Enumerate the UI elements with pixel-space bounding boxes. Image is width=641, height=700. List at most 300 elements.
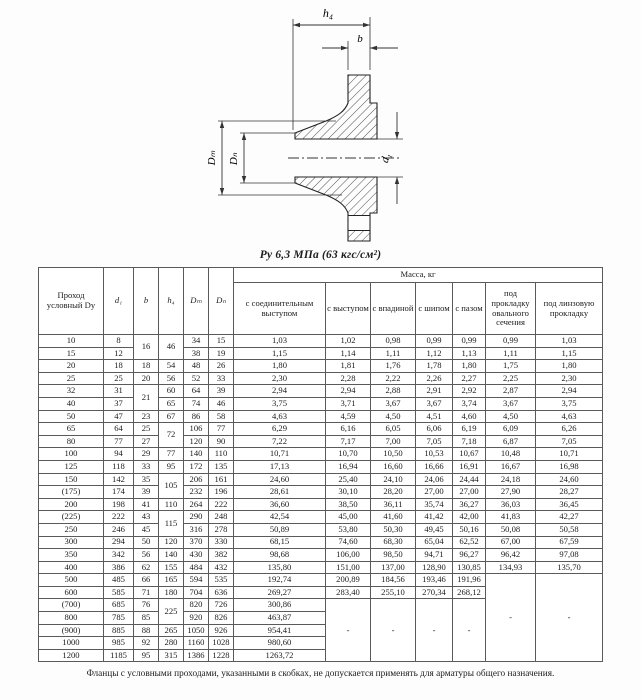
table-cell: 4,63 <box>536 410 603 423</box>
table-cell: 16,98 <box>536 460 603 473</box>
table-cell: 65,04 <box>416 536 453 549</box>
table-cell: 95 <box>134 649 159 662</box>
flange-section-top <box>295 75 377 139</box>
table-cell: 16,91 <box>453 460 486 473</box>
table-cell: 4,60 <box>453 410 486 423</box>
dim-label-b: b <box>357 33 363 45</box>
table-cell: 16,66 <box>416 460 453 473</box>
table-cell: 36,03 <box>486 498 536 511</box>
arrowhead <box>220 121 224 128</box>
table-cell: 77 <box>104 435 134 448</box>
table-cell: 222 <box>104 511 134 524</box>
table-cell: 280 <box>159 637 184 650</box>
table-cell: 21 <box>134 385 159 410</box>
table-cell: 110 <box>159 498 184 511</box>
table-cell: 130,85 <box>453 561 486 574</box>
flange-section-bottom <box>295 177 377 241</box>
table-cell: 86 <box>184 410 209 423</box>
header-row-group <box>39 268 603 283</box>
table-cell: 106 <box>184 423 209 436</box>
table-cell: 2,88 <box>371 385 416 398</box>
dim-label-d1: d₁ <box>378 151 394 165</box>
table-cell: 128,90 <box>416 561 453 574</box>
table-row <box>39 511 603 524</box>
table-cell: 1,76 <box>371 360 416 373</box>
table-cell: 67,00 <box>486 536 536 549</box>
dim-label-dm: Dₘ <box>206 150 218 166</box>
table-cell: 62 <box>134 561 159 574</box>
arrowhead <box>242 133 246 140</box>
table-cell: 1160 <box>184 637 209 650</box>
table-cell: 85 <box>134 612 159 625</box>
table-cell: 4,50 <box>486 410 536 423</box>
table-cell: 1228 <box>209 649 234 662</box>
table-row <box>39 523 603 536</box>
arrowhead <box>220 188 224 195</box>
table-cell: 165 <box>159 574 184 587</box>
table-cell: 106,00 <box>326 549 371 562</box>
table-cell: 386 <box>104 561 134 574</box>
table-cell: 4,63 <box>234 410 326 423</box>
table-cell: 77 <box>159 448 184 461</box>
bolt-hole <box>349 216 370 231</box>
column-header-h4: h₄ <box>159 268 184 335</box>
table-cell: 27,90 <box>486 486 536 499</box>
flange-drawing <box>0 0 641 248</box>
table-cell: 290 <box>184 511 209 524</box>
table-cell: 330 <box>209 536 234 549</box>
table-cell: 95 <box>159 460 184 473</box>
table-cell: 1,03 <box>536 335 603 348</box>
table-cell: 265 <box>159 624 184 637</box>
table-cell: 16,94 <box>326 460 371 473</box>
table-cell: 2,94 <box>326 385 371 398</box>
table-cell: 225 <box>159 599 184 624</box>
table-cell: 125 <box>39 460 104 473</box>
table-cell: 10,70 <box>326 448 371 461</box>
table-cell: 2,91 <box>416 385 453 398</box>
arrowhead <box>293 23 300 27</box>
table-cell: 65 <box>39 423 104 436</box>
table-cell: 3,67 <box>371 397 416 410</box>
table-cell: 118 <box>104 460 134 473</box>
table-cell: 18 <box>104 360 134 373</box>
table-cell: 3,75 <box>536 397 603 410</box>
table-cell: 6,09 <box>486 423 536 436</box>
table-cell: 7,22 <box>234 435 326 448</box>
table-cell: 1028 <box>209 637 234 650</box>
table-cell: 88 <box>134 624 159 637</box>
table-cell: 10,53 <box>416 448 453 461</box>
table-cell: 150 <box>39 473 104 486</box>
table-cell: 56 <box>159 372 184 385</box>
table-cell: 826 <box>209 612 234 625</box>
table-cell: 7,18 <box>453 435 486 448</box>
column-header-dm: Dₘ <box>184 268 209 335</box>
table-cell: 39 <box>134 486 159 499</box>
table-cell: 685 <box>104 599 134 612</box>
table-cell: 485 <box>104 574 134 587</box>
dim-label-dn: Dₙ <box>228 152 240 166</box>
table-cell: 74,60 <box>326 536 371 549</box>
table-cell: 36,60 <box>234 498 326 511</box>
table-cell: 250 <box>39 523 104 536</box>
table-cell: 2,25 <box>486 372 536 385</box>
table-cell: 40 <box>39 397 104 410</box>
table-cell: 350 <box>39 549 104 562</box>
table-cell: 192,74 <box>234 574 326 587</box>
table-cell: 115 <box>159 511 184 536</box>
table-cell: 29 <box>134 448 159 461</box>
table-cell: 2,87 <box>486 385 536 398</box>
table-cell: 76 <box>134 599 159 612</box>
table-cell: 1,14 <box>326 347 371 360</box>
table-cell: 3,74 <box>453 397 486 410</box>
table-cell: 198 <box>104 498 134 511</box>
table-cell: 31 <box>104 385 134 398</box>
column-header-mass-group: Масса, кг <box>234 268 603 283</box>
drawing-caption <box>0 249 641 261</box>
dimensions-table <box>38 267 603 662</box>
column-header-recess: с впадиной <box>371 283 416 335</box>
table-cell: 193,46 <box>416 574 453 587</box>
table-cell: 342 <box>104 549 134 562</box>
table-cell: 300 <box>39 536 104 549</box>
table-cell: 41,42 <box>416 511 453 524</box>
table-cell: - <box>371 599 416 662</box>
table-cell: 7,17 <box>326 435 371 448</box>
table-cell: 4,50 <box>371 410 416 423</box>
table-cell: 6,16 <box>326 423 371 436</box>
table-cell: 67 <box>159 410 184 423</box>
table-cell: 56 <box>134 549 159 562</box>
table-cell: 24,60 <box>536 473 603 486</box>
table-cell: 10 <box>39 335 104 348</box>
table-cell: 50 <box>39 410 104 423</box>
table-cell: 12 <box>104 347 134 360</box>
table-cell: 200,89 <box>326 574 371 587</box>
table-cell: 64 <box>104 423 134 436</box>
table-cell: - <box>536 574 603 662</box>
column-header-joint-face: с соединительным выступом <box>234 283 326 335</box>
table-body <box>39 335 603 662</box>
table-cell: (175) <box>39 486 104 499</box>
table-cell: 97,08 <box>536 549 603 562</box>
table-cell: 32 <box>39 385 104 398</box>
table-cell: 6,06 <box>416 423 453 436</box>
table-cell: 96,42 <box>486 549 536 562</box>
flange-drawing-area <box>0 0 641 248</box>
table-cell: 1,80 <box>536 360 603 373</box>
table-cell: 60 <box>159 385 184 398</box>
table-cell: 400 <box>39 561 104 574</box>
table-cell: 180 <box>159 586 184 599</box>
table-cell: 41,60 <box>371 511 416 524</box>
table-cell: 16 <box>134 335 159 360</box>
table-cell: 67,59 <box>536 536 603 549</box>
table-cell: 23 <box>134 410 159 423</box>
table-cell: 94,71 <box>416 549 453 562</box>
table-cell: 926 <box>209 624 234 637</box>
table-cell: 25 <box>104 372 134 385</box>
table-row <box>39 498 603 511</box>
table-cell: 1185 <box>104 649 134 662</box>
arrowhead <box>363 23 370 27</box>
column-header-tenon: с шипом <box>416 283 453 335</box>
table-cell: 38,50 <box>326 498 371 511</box>
table-cell: 8 <box>104 335 134 348</box>
table-cell: 6,19 <box>453 423 486 436</box>
table-cell: 10,71 <box>234 448 326 461</box>
table-cell: 985 <box>104 637 134 650</box>
table-row <box>39 360 603 373</box>
column-header-dy: Проход условный Dу <box>39 268 104 335</box>
table-cell: 1263,72 <box>234 649 326 662</box>
table-cell: 2,30 <box>234 372 326 385</box>
table-cell: 27,00 <box>416 486 453 499</box>
table-cell: 785 <box>104 612 134 625</box>
column-header-dn: Dₙ <box>209 268 234 335</box>
table-cell: 594 <box>184 574 209 587</box>
table-cell: 1000 <box>39 637 104 650</box>
table-cell: 6,87 <box>486 435 536 448</box>
table-cell: 222 <box>209 498 234 511</box>
table-cell: - <box>326 599 371 662</box>
table-cell: 134,93 <box>486 561 536 574</box>
table-cell: 27,00 <box>453 486 486 499</box>
table-cell: 20 <box>134 372 159 385</box>
table-cell: (225) <box>39 511 104 524</box>
table-cell: 37 <box>104 397 134 410</box>
table-cell: 151,00 <box>326 561 371 574</box>
table-cell: 24,06 <box>416 473 453 486</box>
table-cell: 270,34 <box>416 586 453 599</box>
table-cell: 25 <box>134 423 159 436</box>
table-cell: 7,00 <box>371 435 416 448</box>
table-cell: 10,48 <box>486 448 536 461</box>
table-cell: 80 <box>39 435 104 448</box>
table-cell: 98,50 <box>371 549 416 562</box>
table-cell: 28,20 <box>371 486 416 499</box>
table-cell: 36,27 <box>453 498 486 511</box>
table-row <box>39 473 603 486</box>
table-cell: 1,15 <box>536 347 603 360</box>
table-cell: 232 <box>184 486 209 499</box>
table-cell: 18 <box>134 360 159 373</box>
table-cell: 50,16 <box>453 523 486 536</box>
table-row <box>39 561 603 574</box>
arrowhead <box>395 177 399 184</box>
table-cell: 53,80 <box>326 523 371 536</box>
table-cell: 92 <box>134 637 159 650</box>
table-cell: 3,75 <box>234 397 326 410</box>
table-cell: 25 <box>39 372 104 385</box>
table-cell: 1,81 <box>326 360 371 373</box>
table-cell: 2,22 <box>371 372 416 385</box>
table-cell: 28,27 <box>536 486 603 499</box>
table-cell: 135,80 <box>234 561 326 574</box>
table-cell: 2,94 <box>536 385 603 398</box>
table-cell: 110 <box>209 448 234 461</box>
table-cell: 184,56 <box>371 574 416 587</box>
table-cell: 0,99 <box>486 335 536 348</box>
table-cell: 196 <box>209 486 234 499</box>
table-cell: 3,67 <box>486 397 536 410</box>
table-cell: 10,67 <box>453 448 486 461</box>
table-cell: 45,00 <box>326 511 371 524</box>
table-cell: 26 <box>209 360 234 373</box>
table-cell: 191,96 <box>453 574 486 587</box>
table-cell: 264 <box>184 498 209 511</box>
column-header-raised-face: с выступом <box>326 283 371 335</box>
table-cell: 6,05 <box>371 423 416 436</box>
table-row <box>39 385 603 398</box>
table-cell: 24,18 <box>486 473 536 486</box>
table-cell: 820 <box>184 599 209 612</box>
table-cell: 1,75 <box>486 360 536 373</box>
table-cell: 34 <box>184 335 209 348</box>
table-cell: 62,52 <box>453 536 486 549</box>
arrowhead <box>341 46 348 50</box>
table-cell: 24,10 <box>371 473 416 486</box>
table-cell: 3,71 <box>326 397 371 410</box>
table-cell: 2,27 <box>453 372 486 385</box>
footnote: Фланцы с условными проходами, указанными в скобках, не допускается применять для арматуры общего назначения. <box>86 669 555 680</box>
table-cell: 33 <box>134 460 159 473</box>
table-cell: 430 <box>184 549 209 562</box>
table-cell: 7,05 <box>536 435 603 448</box>
table-row <box>39 347 603 360</box>
table-cell: 278 <box>209 523 234 536</box>
table-cell: 49,45 <box>416 523 453 536</box>
table-cell: 155 <box>159 561 184 574</box>
table-cell: 1,03 <box>234 335 326 348</box>
table-cell: 174 <box>104 486 134 499</box>
table-cell: - <box>486 574 536 662</box>
table-cell: 1,80 <box>453 360 486 373</box>
table-cell: 33 <box>209 372 234 385</box>
table-cell: 64 <box>184 385 209 398</box>
table-cell: 50 <box>134 536 159 549</box>
table-cell: 283,40 <box>326 586 371 599</box>
table-cell: (700) <box>39 599 104 612</box>
table-cell: 6,26 <box>536 423 603 436</box>
table-cell: 600 <box>39 586 104 599</box>
column-header-groove: с пазом <box>453 283 486 335</box>
table-cell: 58 <box>209 410 234 423</box>
table-cell: 246 <box>104 523 134 536</box>
table-cell: 800 <box>39 612 104 625</box>
table-cell: 7,05 <box>416 435 453 448</box>
table-cell: 94 <box>104 448 134 461</box>
table-cell: 98,68 <box>234 549 326 562</box>
table-cell: 24,44 <box>453 473 486 486</box>
table-cell: 35,74 <box>416 498 453 511</box>
table-cell: 46 <box>159 335 184 360</box>
table-cell: 484 <box>184 561 209 574</box>
table-cell: 39 <box>209 385 234 398</box>
table-row <box>39 536 603 549</box>
table-cell: 74 <box>184 397 209 410</box>
table-cell: 135 <box>209 460 234 473</box>
table-row <box>39 486 603 499</box>
table-cell: 42,27 <box>536 511 603 524</box>
table-cell: 43 <box>134 511 159 524</box>
table-cell: 463,87 <box>234 612 326 625</box>
table-cell: 1,02 <box>326 335 371 348</box>
table-cell: 45 <box>134 523 159 536</box>
table-cell: 35 <box>134 473 159 486</box>
table-cell: 50,58 <box>536 523 603 536</box>
table-cell: 704 <box>184 586 209 599</box>
table-cell: 954,41 <box>234 624 326 637</box>
table-cell: 30,10 <box>326 486 371 499</box>
table-row <box>39 435 603 448</box>
table-cell: 50,89 <box>234 523 326 536</box>
table-row <box>39 335 603 348</box>
table-cell: 100 <box>39 448 104 461</box>
table-cell: 15 <box>39 347 104 360</box>
table-cell: 71 <box>134 586 159 599</box>
table-cell: 52 <box>184 372 209 385</box>
table-cell: 140 <box>184 448 209 461</box>
table-cell: 0,99 <box>416 335 453 348</box>
table-cell: 2,30 <box>536 372 603 385</box>
table-cell: 1386 <box>184 649 209 662</box>
table-cell: 19 <box>209 347 234 360</box>
table-cell: 2,28 <box>326 372 371 385</box>
table-row <box>39 372 603 385</box>
table-cell: 42,00 <box>453 511 486 524</box>
table-cell: 268,12 <box>453 586 486 599</box>
table-cell: 1050 <box>184 624 209 637</box>
table-cell: 206 <box>184 473 209 486</box>
table-cell: 0,99 <box>453 335 486 348</box>
table-cell: 1,80 <box>234 360 326 373</box>
table-cell: 68,30 <box>371 536 416 549</box>
table-cell: 17,13 <box>234 460 326 473</box>
table-cell: (900) <box>39 624 104 637</box>
column-header-b: b <box>134 268 159 335</box>
table-cell: 120 <box>184 435 209 448</box>
table-cell: 46 <box>209 397 234 410</box>
table-cell: 535 <box>209 574 234 587</box>
table-cell: 370 <box>184 536 209 549</box>
table-cell: 1,15 <box>234 347 326 360</box>
arrowhead <box>242 176 246 183</box>
table-cell: 248 <box>209 511 234 524</box>
table-cell: 120 <box>159 536 184 549</box>
column-header-lens-gasket: под линзовую прокладку <box>536 283 603 335</box>
table-cell: 90 <box>209 435 234 448</box>
table-cell: 41 <box>134 498 159 511</box>
table-cell: 15 <box>209 335 234 348</box>
table-cell: 16,67 <box>486 460 536 473</box>
table-cell: 980,60 <box>234 637 326 650</box>
table-cell: 316 <box>184 523 209 536</box>
table-cell: 920 <box>184 612 209 625</box>
dim-label-h4: h₄ <box>322 6 334 20</box>
table-row <box>39 460 603 473</box>
table-cell: 636 <box>209 586 234 599</box>
table-cell: 10,50 <box>371 448 416 461</box>
table-cell: 2,26 <box>416 372 453 385</box>
table-cell: 36,11 <box>371 498 416 511</box>
table-cell: 50,30 <box>371 523 416 536</box>
table-cell: 269,27 <box>234 586 326 599</box>
table-row <box>39 448 603 461</box>
table-cell: 47 <box>104 410 134 423</box>
